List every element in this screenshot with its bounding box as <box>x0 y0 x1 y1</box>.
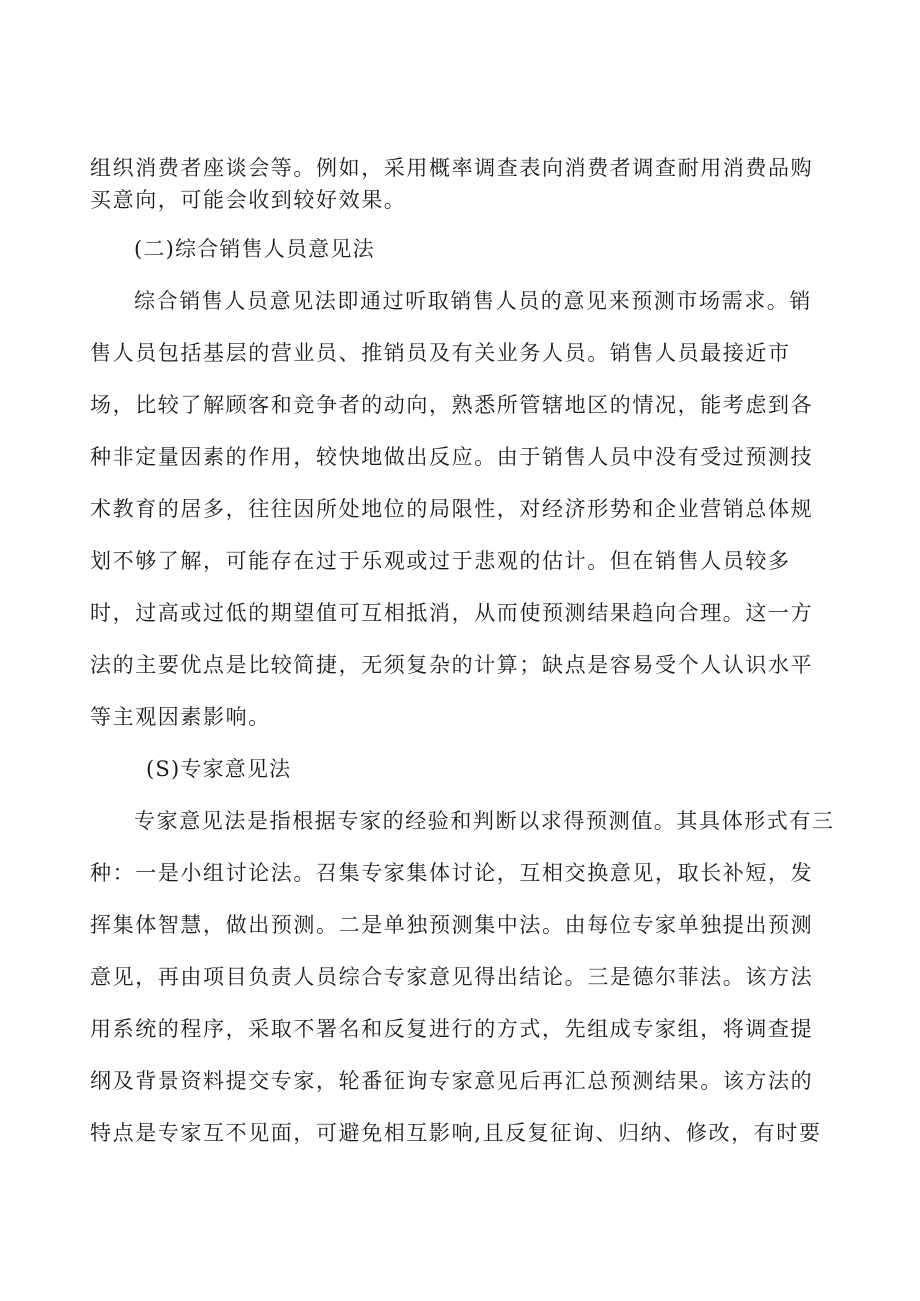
paragraph-line: 买意向，可能会收到较好效果。 <box>90 188 407 212</box>
paragraph-line: 综合销售人员意见法即通过听取销售人员的意见来预测市场需求。销 <box>134 289 812 313</box>
paragraph-line: 划不够了解，可能存在过于乐观或过于悲观的估计。但在销售人员较多 <box>90 549 791 573</box>
paragraph-line: 法的主要优点是比较简捷，无须复杂的计算；缺点是容易受个人认识水平 <box>90 653 814 677</box>
paragraph-line: 挥集体智慧，做出预测。二是单独预测集中法。由每位专家单独提出预测 <box>90 913 814 937</box>
paragraph-line: 用系统的程序，采取不署名和反复进行的方式，先组成专家组，将调查提 <box>90 1017 814 1041</box>
paragraph-line: 专家意见法是指根据专家的经验和判断以求得预测值。其具体形式有三 <box>134 809 835 833</box>
paragraph-line: 意见，再由项目负责人员综合专家意见得出结论。三是德尔菲法。该方法 <box>90 965 814 989</box>
section-heading: (二)综合销售人员意见法 <box>134 237 375 261</box>
section-heading: (S)专家意见法 <box>146 757 292 781</box>
paragraph-line: 售人员包括基层的营业员、推销员及有关业务人员。销售人员最接近市 <box>90 341 791 365</box>
paragraph-line: 时，过高或过低的期望值可互相抵消，从而使预测结果趋向合理。这一方 <box>90 601 814 625</box>
paragraph-line: 术教育的居多，往往因所处地位的局限性，对经济形势和企业营销总体规 <box>90 497 814 521</box>
paragraph-line: 等主观因素影响。 <box>90 705 271 729</box>
paragraph-line: 种：一是小组讨论法。召集专家集体讨论，互相交换意见，取长补短，发 <box>90 861 814 885</box>
paragraph-line: 组织消费者座谈会等。例如，采用概率调查表向消费者调查耐用消费品购 <box>90 156 814 180</box>
paragraph-line: 场，比较了解顾客和竞争者的动向，熟悉所管辖地区的情况，能考虑到各 <box>90 393 814 417</box>
paragraph-line: 特点是专家互不见面，可避免相互影响,且反复征询、归纳、修改，有时要 <box>90 1121 822 1145</box>
paragraph-line: 种非定量因素的作用，较快地做出反应。由于销售人员中没有受过预测技 <box>90 445 814 469</box>
paragraph-line: 纲及背景资料提交专家，轮番征询专家意见后再汇总预测结果。该方法的 <box>90 1069 814 1093</box>
